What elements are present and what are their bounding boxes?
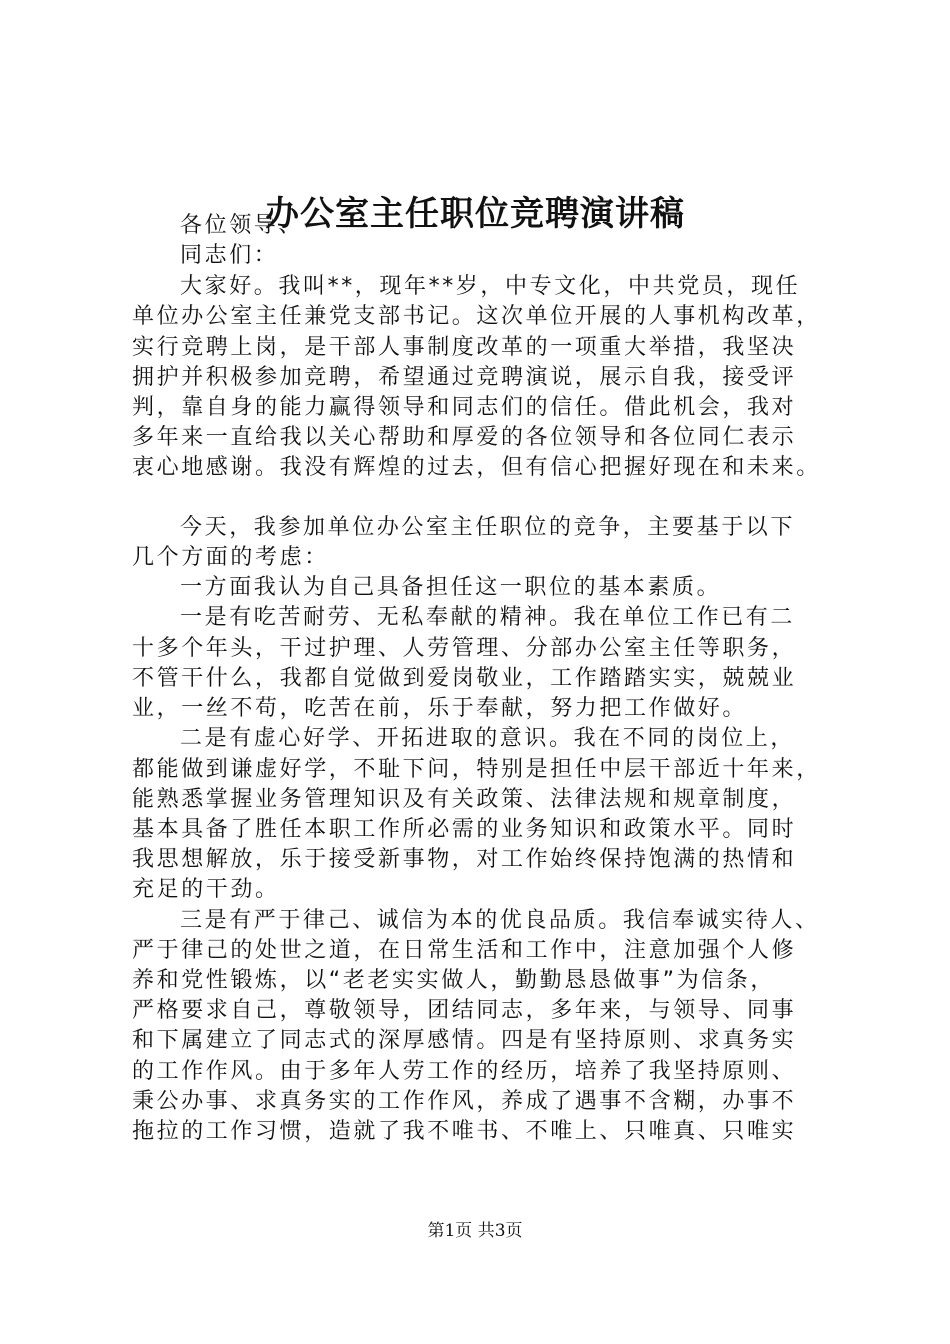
page-footer: 第1页 共3页 [427,1221,523,1241]
body-text-line: 几个方面的考虑： [132,545,329,570]
body-text-line: 我思想解放，乐于接受新事物，对工作始终保持饱满的热情和 [132,847,797,872]
body-text-line: 基本具备了胜任本职工作所必需的业务知识和政策水平。同时 [132,817,797,842]
body-text-line: 秉公办事、求真务实的工作作风，养成了遇事不含糊，办事不 [132,1089,797,1114]
body-text-line: 充足的干劲。 [132,877,280,902]
body-text-line: 三是有严于律己、诚信为本的优良品质。我信奉诚实待人、 [180,908,820,933]
body-text-line: 十多个年头，干过护理、人劳管理、分部办公室主任等职务， [132,636,797,661]
body-text-line: 实行竞聘上岗，是干部人事制度改革的一项重大举措，我坚决 [132,335,797,360]
body-text-line: 一是有吃苦耐劳、无私奉献的精神。我在单位工作已有二 [180,605,796,630]
body-text-line: 衷心地感谢。我没有辉煌的过去，但有信心把握好现在和未来。 [132,455,821,480]
body-text-line: 和下属建立了同志式的深厚感情。四是有坚持原则、求真务实 [132,1028,797,1053]
body-text-line: 二是有虚心好学、开拓进取的意识。我在不同的岗位上， [180,726,796,751]
body-text-line: 严格要求自己，尊敬领导，团结同志，多年来，与领导、同事 [132,998,797,1023]
salutation-line: 同志们： [180,243,279,268]
body-text-line: 单位办公室主任兼党支部书记。这次单位开展的人事机构改革， [132,304,821,329]
body-text-line: 一方面我认为自己具备担任这一职位的基本素质。 [180,575,722,600]
body-text-line: 拖拉的工作习惯，造就了我不唯书、不唯上、只唯真、只唯实 [132,1119,797,1144]
document-title: 办公室主任职位竞聘演讲稿 [265,194,685,234]
body-text-line: 严于律己的处世之道，在日常生活和工作中，注意加强个人修 [132,938,797,963]
body-text-line: 养和党性锻炼，以“老老实实做人，勤勤恳恳做事”为信条， [132,968,775,993]
body-text-line: 不管干什么，我都自觉做到爱岗敬业，工作踏踏实实，兢兢业 [132,666,797,691]
salutation-line: 各位领导、 [180,213,304,238]
body-text-line: 今天，我参加单位办公室主任职位的竞争，主要基于以下 [180,515,796,540]
body-text-line: 业，一丝不苟，吃苦在前，乐于奉献，努力把工作做好。 [132,696,748,721]
body-text-line: 拥护并积极参加竞聘，希望通过竞聘演说，展示自我，接受评 [132,365,797,390]
body-text-line: 的工作作风。由于多年人劳工作的经历，培养了我坚持原则、 [132,1059,797,1084]
body-text-line: 判，靠自身的能力赢得领导和同志们的信任。借此机会，我对 [132,395,797,420]
body-text-line: 大家好。我叫**，现年**岁，中专文化，中共党员，现任 [180,274,801,299]
body-text-line: 能熟悉掌握业务管理知识及有关政策、法律法规和规章制度， [132,787,797,812]
body-text-line: 多年来一直给我以关心帮助和厚爱的各位领导和各位同仁表示 [132,425,797,450]
body-text-line: 都能做到谦虚好学，不耻下问，特别是担任中层干部近十年来， [132,757,821,782]
